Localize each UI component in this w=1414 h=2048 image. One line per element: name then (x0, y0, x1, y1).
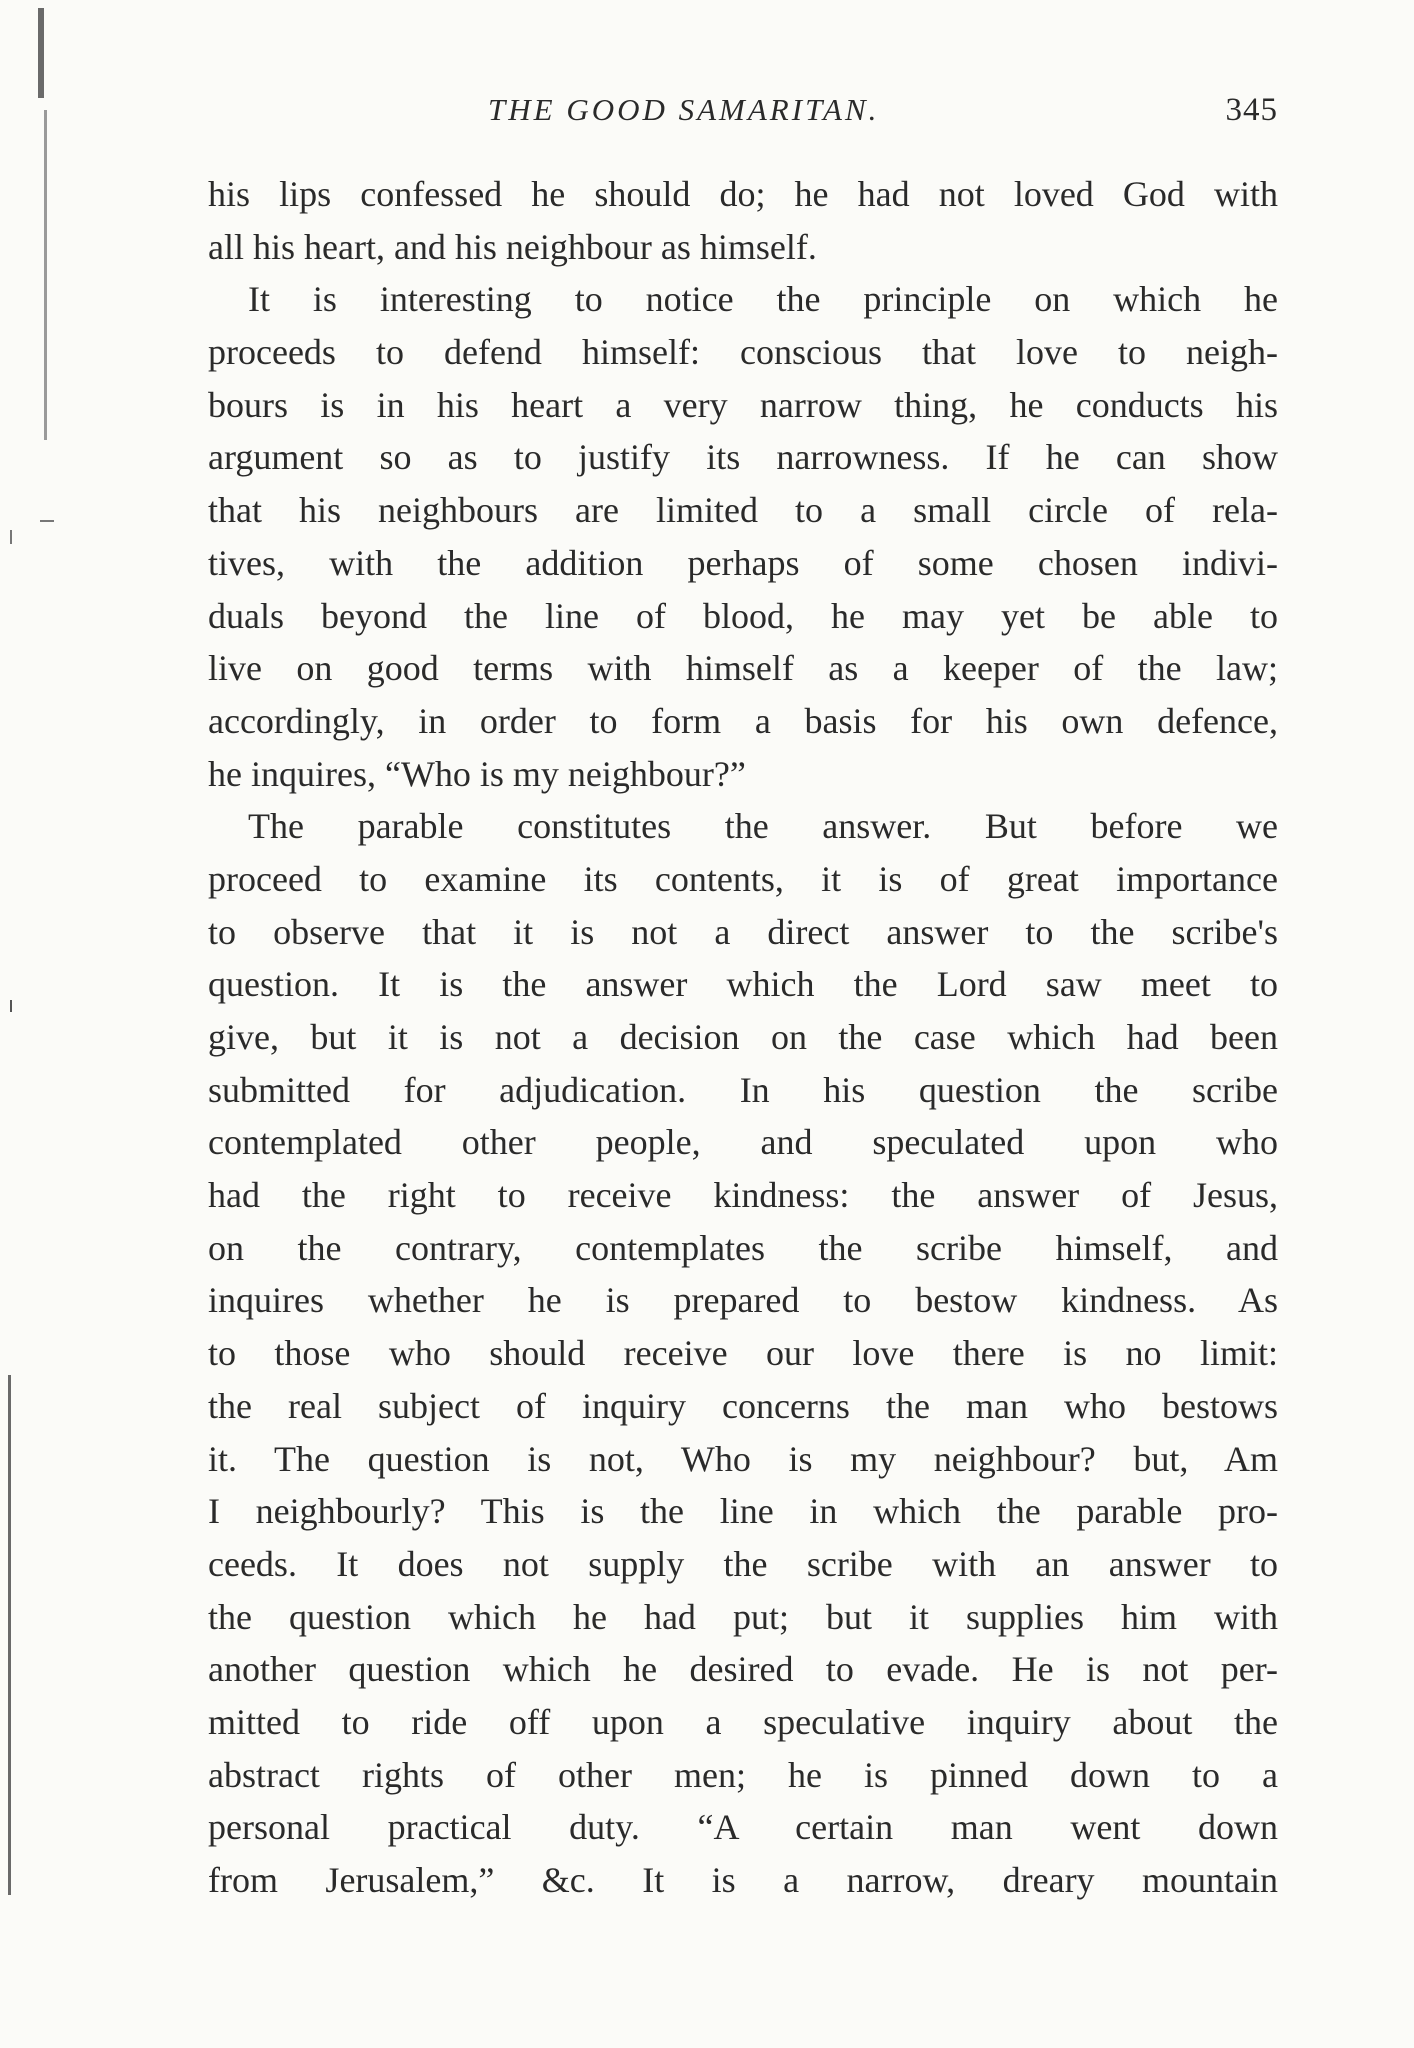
text-line: another question which he desired to evade. He is not per- (208, 1649, 1278, 1690)
text-line: question. It is the answer which the Lord saw meet to (208, 964, 1278, 1005)
text-line: all his heart, and his neighbour as himself. (208, 226, 817, 267)
text-line: mitted to ride off upon a speculative inquiry about the (208, 1701, 1278, 1742)
text-line: give, but it is not a decision on the case which had been (208, 1017, 1278, 1057)
text-line: tives, with the addition perhaps of some chosen indivi- (208, 542, 1278, 583)
text-line: personal practical duty. “A certain man went down (208, 1807, 1278, 1848)
text-line: bours is in his heart a very narrow thing, he conducts his (208, 384, 1278, 425)
body-text (208, 168, 1278, 1907)
text-line: from Jerusalem,” &c. It is a narrow, dreary mountain (208, 1860, 1278, 1900)
text-line: accordingly, in order to form a basis for his own defence, (208, 700, 1278, 741)
running-title: THE GOOD SAMARITAN. (488, 92, 880, 127)
text-line: to observe that it is not a direct answer to the scribe's (208, 911, 1278, 952)
text-line: his lips confessed he should do; he had not loved God with (208, 174, 1278, 214)
text-line: argument so as to justify its narrowness. If he can show (208, 437, 1278, 478)
scan-gutter-marks (0, 0, 80, 2048)
text-line: I neighbourly? This is the line in which the parable pro- (208, 1491, 1278, 1532)
text-line: on the contrary, contemplates the scribe himself, and (208, 1227, 1278, 1268)
page-number: 345 (1225, 92, 1278, 128)
text-line: the real subject of inquiry concerns the man who bestows (208, 1385, 1278, 1426)
text-line: the question which he had put; but it supplies him with (208, 1596, 1278, 1637)
text-line: live on good terms with himself as a keeper of the law; (208, 648, 1278, 689)
running-head (208, 88, 1278, 138)
text-line: It is interesting to notice the principle on which he (248, 279, 1278, 320)
text-line: had the right to receive kindness: the answer of Jesus, (208, 1175, 1278, 1216)
text-line: duals beyond the line of blood, he may yet be able to (208, 595, 1278, 636)
text-line: ceeds. It does not supply the scribe with an answer to (208, 1543, 1278, 1584)
text-line: abstract rights of other men; he is pinned down to a (208, 1754, 1278, 1795)
text-line: to those who should receive our love there is no limit: (208, 1333, 1278, 1374)
text-line: submitted for adjudication. In his question the scribe (208, 1069, 1278, 1110)
text-line: that his neighbours are limited to a small circle of rela- (208, 490, 1278, 531)
text-line: The parable constitutes the answer. But before we (248, 806, 1278, 847)
text-line: proceeds to defend himself: conscious that love to neigh- (208, 332, 1278, 373)
text-line: proceed to examine its contents, it is of great importance (208, 858, 1278, 899)
text-line: it. The question is not, Who is my neighbour? but, Am (208, 1438, 1278, 1479)
text-line: inquires whether he is prepared to bestow kindness. As (208, 1280, 1278, 1321)
text-line: contemplated other people, and speculated upon who (208, 1122, 1278, 1163)
text-line: he inquires, “Who is my neighbour?” (208, 753, 746, 794)
